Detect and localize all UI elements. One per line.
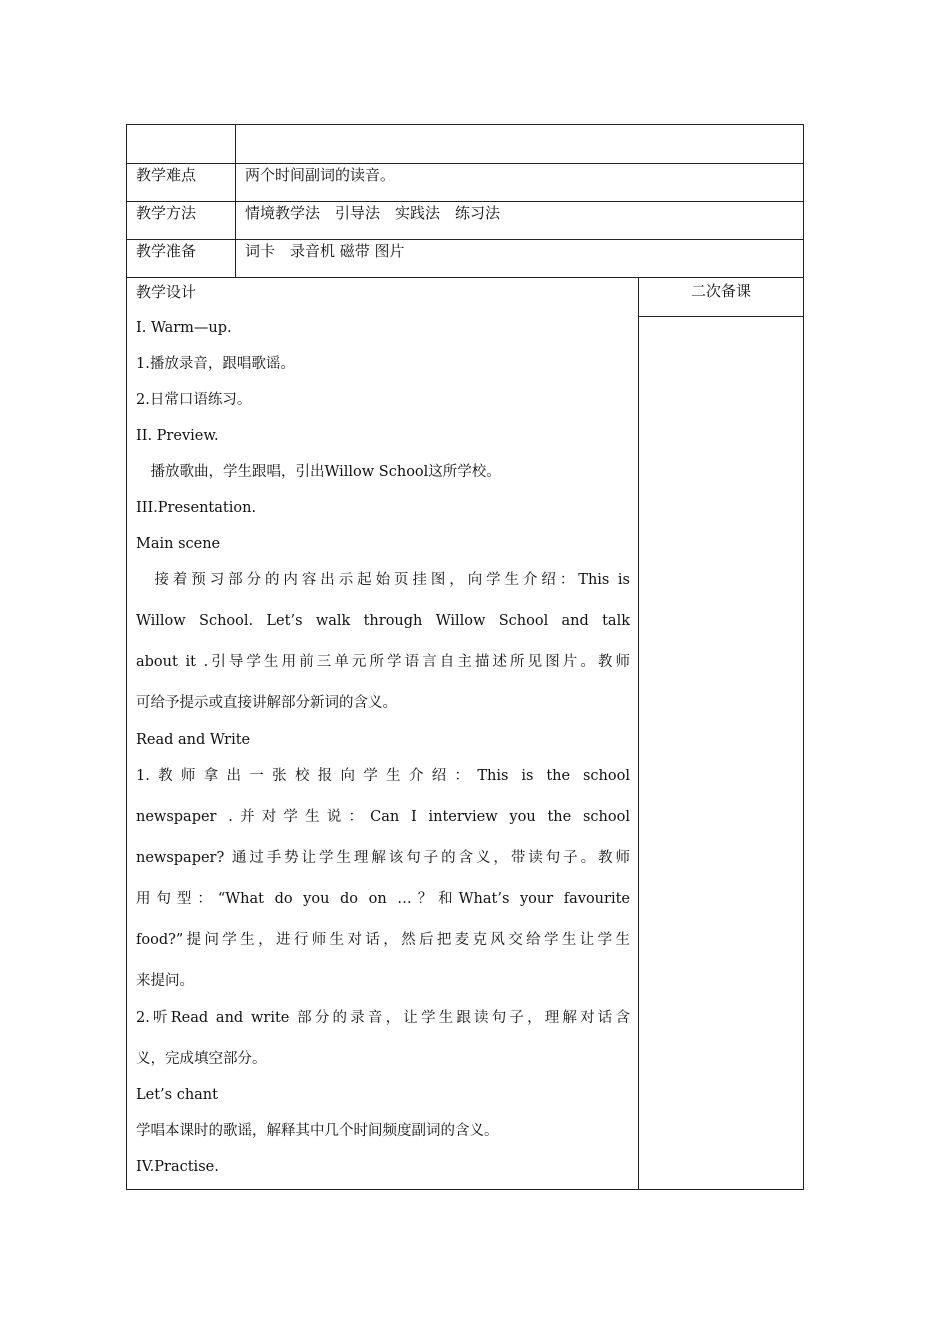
design-line: 2.听Read and write 部分的录音，让学生跟读句子，理解对话含 [136,1010,630,1026]
preparation-label: 教学准备 [127,240,236,277]
table-row-preparation [127,240,803,278]
design-line: 播放歌曲，学生跟唱，引出Willow School这所学校。 [136,464,501,480]
design-line: Read and Write [136,732,251,748]
method-value: 情境教学法 引导法 实践法 练习法 [245,204,501,222]
row-value [236,125,803,163]
design-line: about it .引导学生用前三单元所学语言自主描述所见图片。教师 [136,654,630,670]
design-line: Willow School. Let’s walk through Willow School and talk [136,613,630,629]
difficulty-value: 两个时间副词的读音。 [245,166,396,184]
secondary-preparation-title: 二次备课 [639,278,803,317]
table-row-difficulty [127,164,803,202]
design-line: III.Presentation. [136,500,257,516]
design-line: 来提问。 [136,973,194,989]
design-title: 教学设计 [136,283,197,301]
design-line: 用句型：“What do you do on …？和What’s your favourite [136,891,630,907]
design-line: II. Preview. [136,428,219,444]
difficulty-label: 教学难点 [127,164,236,201]
table-row-method [127,202,803,240]
design-line: food?”提问学生，进行师生对话，然后把麦克风交给学生让学生 [136,932,630,948]
design-line: 可给予提示或直接讲解部分新词的含义。 [136,695,397,711]
design-line: IV.Practise. [136,1159,219,1175]
design-line: I. Warm—up. [136,320,232,336]
row-label [127,125,236,163]
method-label: 教学方法 [127,202,236,239]
lesson-plan-table [126,124,804,1190]
design-line: Main scene [136,536,221,552]
design-line: Let’s chant [136,1087,218,1103]
secondary-preparation-cell [639,278,803,1189]
preparation-value: 词卡 录音机 磁带 图片 [245,242,405,260]
design-line: newspaper .并对学生说：Can I interview you the school [136,809,630,825]
design-line: 接着预习部分的内容出示起始页挂图，向学生介绍：This is [136,572,630,588]
design-line: 1.播放录音，跟唱歌谣。 [136,356,295,372]
teaching-design-cell [127,278,639,1189]
design-line: 2.日常口语练习。 [136,392,252,408]
design-line: 学唱本课时的歌谣，解释其中几个时间频度副词的含义。 [136,1123,499,1139]
table-row [127,125,803,164]
design-line: 义，完成填空部分。 [136,1051,267,1067]
design-line: newspaper? 通过手势让学生理解该句子的含义，带读句子。教师 [136,850,630,866]
design-line: 1.教师拿出一张校报向学生介绍：This is the school [136,768,630,784]
